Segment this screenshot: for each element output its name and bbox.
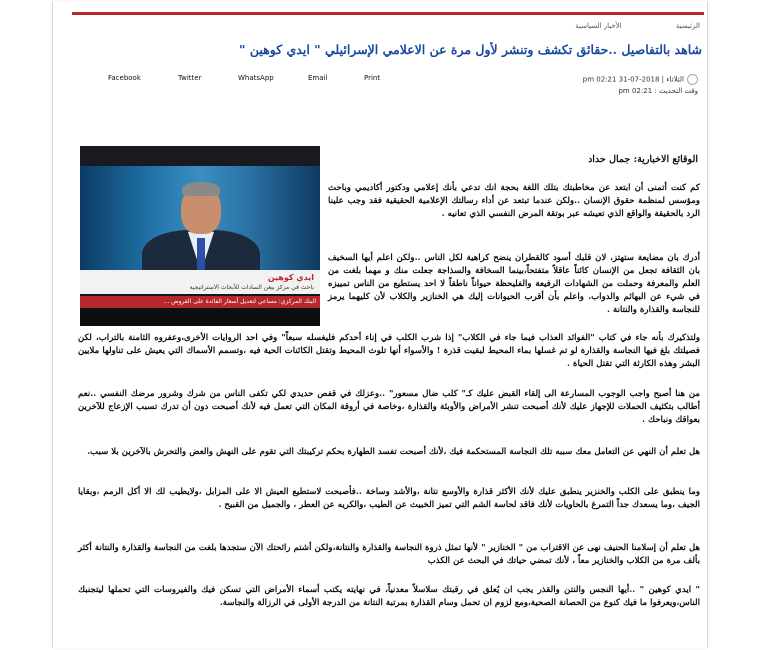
paragraph-3: ولتذكيرك بأنه جاء في كتاب "الفوائد العذاب فيما جاء في الكلاب" إذا شرب الكلب في إناء أحدكم فليغسله سبعاً" وفي احد الروايات الأخرى،وعفروه الثامنة بالتراب، لكن فصيلتك بلغ فيها النجاسة والقذارة لو تم غسلها بماء المحيط لبقيت قذرة ! والأسواء أنها تلوث المحيط وتقتل الكائنات الحية فيه ،وتسمم الأسماك التي يعيش على تناولها ملايين البشر وهذه الكارثة التي تقتل الحياة .	[78, 333, 700, 369]
article-byline: الوقائع الاخبارية: جمال حداد	[588, 154, 698, 165]
paragraph-5: هل تعلم أن النهي عن التعامل معك سببه تلك النجاسة المستحكمة فيك ،لأنك أصبحت تفسد الطهارة بحكم تركيبتك التي تقوم على النهش والعض والتحرش بالآخرين بلا سبب.	[87, 447, 700, 457]
share-bar	[92, 74, 392, 86]
share-twitter-link[interactable]: Twitter	[178, 74, 202, 82]
speaker-name: ايدي كوهين	[267, 273, 314, 282]
share-facebook-link[interactable]: Facebook	[108, 74, 141, 82]
share-print-link[interactable]: Print	[364, 74, 381, 82]
publish-date: الثلاثاء | 2018-07-31 pm 02:21	[582, 75, 684, 84]
clock-icon	[687, 74, 698, 85]
share-email-link[interactable]: Email	[308, 74, 328, 82]
share-whatsapp-link[interactable]: WhatsApp	[238, 74, 274, 82]
breadcrumb	[80, 22, 700, 36]
news-ticker: البنك المركزي: مساعي لتعديل أسعار الفائدة على القروض ...	[80, 296, 320, 308]
video-bottom-bar	[80, 308, 320, 326]
paragraph-7: هل تعلم أن إسلامنا الحنيف نهى عن الاقتراب من " الخنازير " لأنها تمثل ذروة النجاسة والقذارة والنتانة،ولكن أشتم رائحتك الآن ستجدها بلغت من النجاسة والقذارة والنتانة أكثر بألف مرة من الكلاب والخنازير معاً ، لأنك تمضي حياتك في البحث عن الكذب	[78, 543, 700, 566]
speaker-tie	[197, 238, 205, 270]
paragraph-8: " ايدي كوهين " ..أيها النجس والنتن والقذر يجب ان يُعلق في رقبتك سلاسلاً معدنياً، في نهايته يكتب أسماء الأمراض التي تسكن فيك والفيروسات التي تحملها ليتجنبك الناس،ويعرفوا ما فيك كنوع من الحصانة الصحية،ومع لزوم ان تحمل وسام القذارة بمرتبة النتانة من الدرجة الأولى في الرزالة والنجاسة.	[78, 585, 700, 608]
paragraph-2: أدرك بان مضايعة ستهتز، لان قلبك أسود كالقطران ينضح كراهية لكل الناس ..ولكن اعلم أيها السخيف بان الثقافة تجعل من الإنسان كائناً عاقلاً متفتحاً،بينما السخافة والسذاجة جعلت منك و مهما بلغت من العلم والمعرفة وحملت من الشهادات الرفيعة والفليحظة حيواناً ناطقاً لا احد يستطيع من الناس تمييزه في شيء عن البهائم والدواب. واعلم بأن أقرب الحيوانات إليك هي الخنازير والكلاب لأن كليهما يرمز للنجاسة والقذارة والنتانة .	[328, 253, 700, 315]
paragraph-1: كم كنت أتمنى أن ابتعد عن مخاطبتك بتلك اللغة بحجة انك تدعي بأنك إعلامي ودكتور أكاديمي وباحث ومؤسس لمنظمة حقوق الإنسان ..ولكن عندما تبتعد عن أداء رسالتك الإعلامية الحقيقية فقد وجب علينا الرد بالحقيقة والواقع الذي تعيشه عبر بوتقة المرض النفسي الذي تعانيه .	[328, 183, 700, 219]
article-video[interactable]	[80, 146, 320, 326]
nav-politics-link[interactable]: الأخبار السياسية	[575, 22, 622, 30]
paragraph-6: وما ينطبق على الكلب والخنزير ينطبق عليك لأنك الأكثر قذارة والأوسع نتانة ،والأشد وساخة ..فأصبحت لاستطيع العيش الا على المزابل ،ولايطيب لك الا أكل الرمم ،وبقايا الجيف ،وما يسعدك جداً التمرغ بالحاويات لأنك فاقد لحاسة الشم التي تميز الخبيث عن الطيب ،والكريه عن العطر ، والجميل من القبيح .	[78, 487, 700, 510]
speaker-caption: باحث في مركز بيغن السادات للأبحاث الاستراتيجية	[189, 284, 314, 291]
top-accent-bar	[72, 12, 704, 15]
update-time: وقت التحديث : pm 02:21	[618, 86, 698, 95]
article-title: شاهد بالتفاصيل ..حقائق تكشف وتنشر لأول مرة عن الاعلامي الإسرائيلي " ايدي كوهين "	[239, 42, 702, 57]
speaker-hair	[182, 182, 220, 196]
nav-home-link[interactable]: الرئيسية	[675, 22, 700, 30]
article-meta	[558, 74, 698, 97]
paragraph-4: من هنا أصبح واجب الوجوب المسارعة الى إلقاء القبض عليك كـ" كلب ضال مسعور" ..وعزلك في قفص حديدي لكي تكفى الناس من شرك وشرور مرضك النفسي ..نعم أطالب بتكثيف الحملات للإجهاز عليك لأنك أصبحت تنشر الأمراض والأوبئة والقذارة ،وخاصة في أروقة المكان التي تعمل فيه لأنك أصبحت دون أن تدرك تسبب الإزعاج للآخرين بعواقك ونباحك .	[78, 389, 700, 425]
